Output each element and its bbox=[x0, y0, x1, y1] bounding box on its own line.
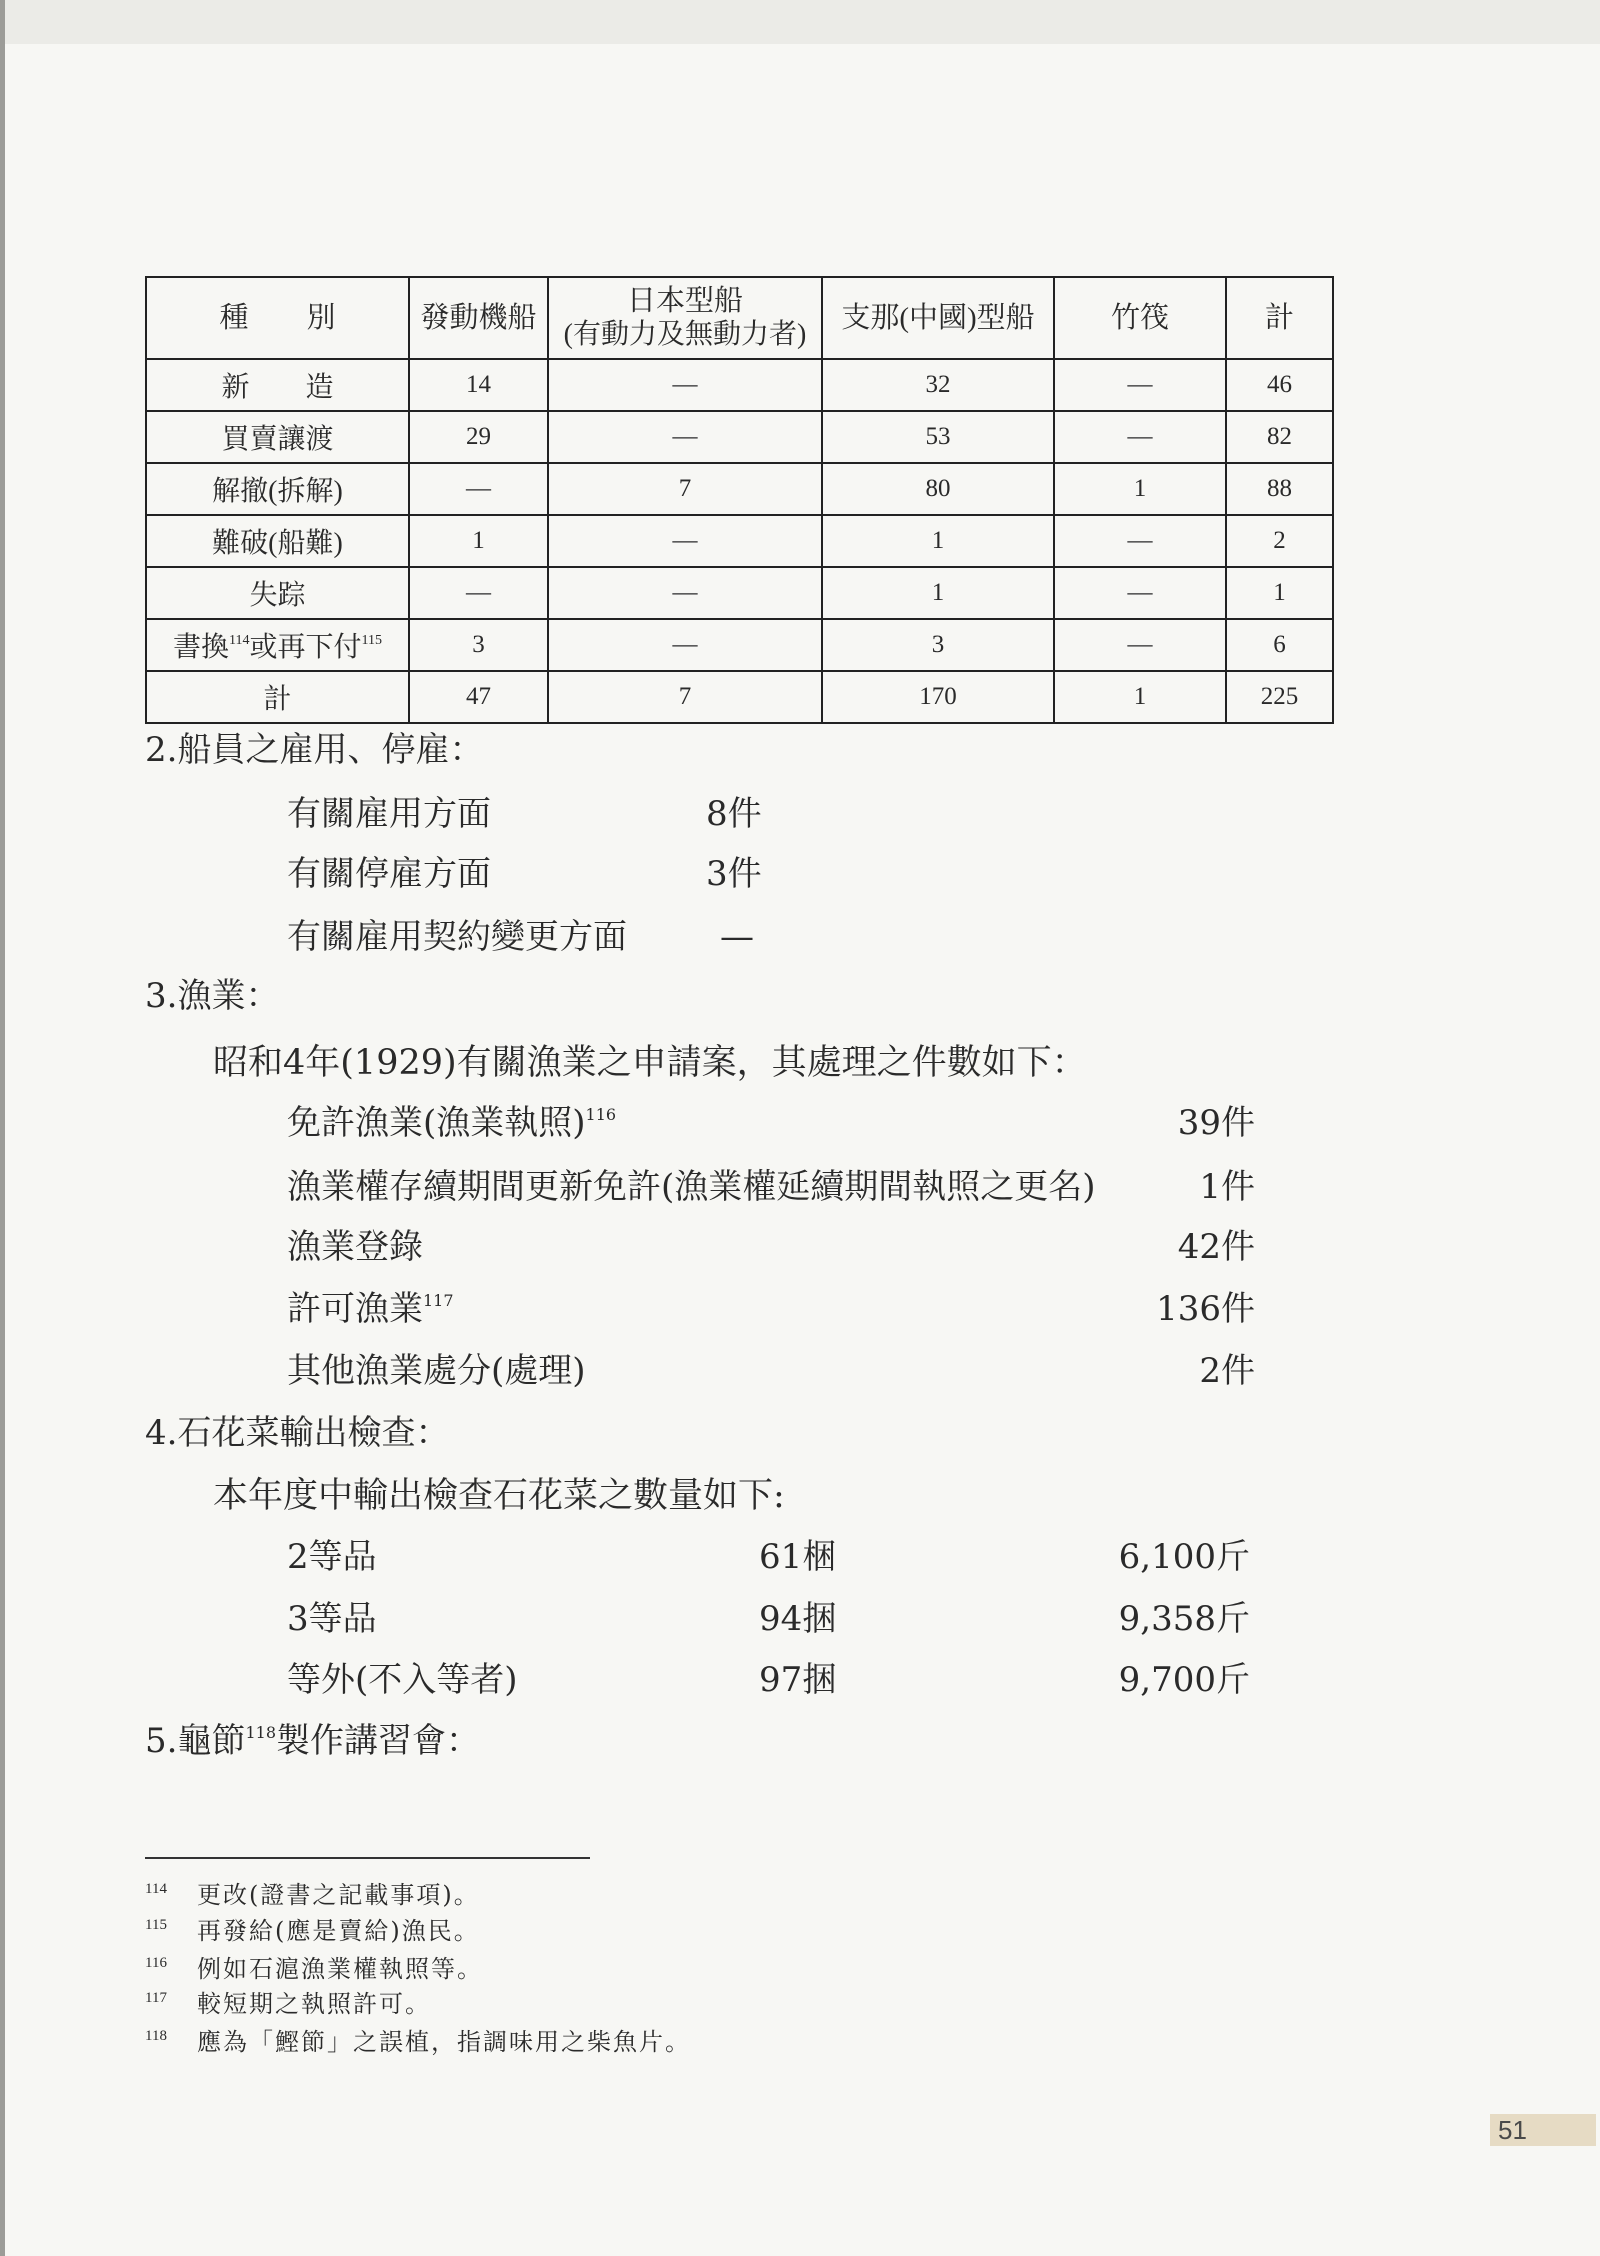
header-japanese-line1: 日本型船 bbox=[626, 285, 743, 317]
header-japanese-line2: (有動力及無動力者) bbox=[563, 319, 807, 350]
list-item-label bbox=[287, 1289, 454, 1329]
heading-part: 5.龜節 bbox=[145, 1721, 246, 1761]
list-item-label: 有關雇用方面 bbox=[287, 794, 491, 834]
agar-weight: 6,100斤 bbox=[1118, 1537, 1250, 1577]
footnote-number: 116 bbox=[145, 1955, 167, 1971]
row-label-part: 或再下付 bbox=[249, 632, 362, 663]
header-japanese-ship bbox=[548, 277, 822, 359]
cell-raft: — bbox=[1054, 359, 1226, 411]
row-label: 失踪 bbox=[146, 567, 409, 619]
cell-raft: 1 bbox=[1054, 671, 1226, 723]
cell-total: 1 bbox=[1226, 567, 1333, 619]
row-label: 買賣讓渡 bbox=[146, 411, 409, 463]
list-item-label: 有關雇用契約變更方面 bbox=[287, 917, 627, 957]
table-row bbox=[146, 619, 1333, 671]
list-item-value: 3件 bbox=[706, 854, 762, 894]
section-heading-bonito bbox=[145, 1721, 480, 1761]
cell-japanese: 7 bbox=[548, 463, 822, 515]
cell-japanese: — bbox=[548, 619, 822, 671]
table-total-row bbox=[146, 671, 1333, 723]
cell-total: 88 bbox=[1226, 463, 1333, 515]
list-item-value: 136件 bbox=[1156, 1289, 1255, 1329]
cell-total: 46 bbox=[1226, 359, 1333, 411]
footnote-text: 更改(證書之記載事項)。 bbox=[197, 1881, 480, 1909]
list-item-value: 42件 bbox=[1177, 1227, 1255, 1267]
heading-part: 製作講習會： bbox=[276, 1721, 480, 1761]
footnote-text: 再發給(應是賣給)漁民。 bbox=[197, 1917, 480, 1945]
table-row bbox=[146, 359, 1333, 411]
cell-motor: — bbox=[409, 463, 548, 515]
cell-chinese: 1 bbox=[822, 567, 1054, 619]
cell-total: 82 bbox=[1226, 411, 1333, 463]
cell-raft: 1 bbox=[1054, 463, 1226, 515]
cell-motor: — bbox=[409, 567, 548, 619]
cell-total: 225 bbox=[1226, 671, 1333, 723]
list-item-label: 漁業權存續期間更新免許(漁業權延續期間執照之更名) bbox=[287, 1167, 1096, 1207]
header-chinese-ship: 支那(中國)型船 bbox=[822, 277, 1054, 359]
table-row bbox=[146, 463, 1333, 515]
list-item-text: 免許漁業(漁業執照) bbox=[287, 1103, 586, 1143]
cell-motor: 14 bbox=[409, 359, 548, 411]
footnote-ref: 118 bbox=[245, 1723, 276, 1742]
list-item-value: 8件 bbox=[706, 794, 762, 834]
row-label: 難破(船難) bbox=[146, 515, 409, 567]
list-item-label: 其他漁業處分(處理) bbox=[287, 1351, 586, 1391]
agar-bundles: 94捆 bbox=[759, 1599, 837, 1639]
footnote-text: 較短期之執照許可。 bbox=[197, 1990, 431, 2018]
agar-grade: 2等品 bbox=[287, 1537, 377, 1577]
header-bamboo-raft: 竹筏 bbox=[1054, 277, 1226, 359]
footnote-ref: 116 bbox=[585, 1105, 617, 1124]
row-label: 解撤(拆解) bbox=[146, 463, 409, 515]
list-item-label: 有關停雇方面 bbox=[287, 854, 491, 894]
agar-grade: 3等品 bbox=[287, 1599, 377, 1639]
table-header-row bbox=[146, 277, 1333, 359]
agar-bundles: 97捆 bbox=[759, 1660, 837, 1700]
table-row bbox=[146, 515, 1333, 567]
section-heading-crew: 2.船員之雇用、停雇： bbox=[145, 730, 484, 770]
ship-registration-table bbox=[145, 276, 1334, 724]
cell-raft: — bbox=[1054, 619, 1226, 671]
cell-japanese: — bbox=[548, 411, 822, 463]
section-heading-agar: 4.石花菜輸出檢查： bbox=[145, 1413, 450, 1453]
cell-chinese: 53 bbox=[822, 411, 1054, 463]
cell-total: 6 bbox=[1226, 619, 1333, 671]
footnote-divider bbox=[145, 1857, 590, 1859]
agar-bundles: 61梱 bbox=[759, 1537, 837, 1577]
row-label: 計 bbox=[146, 671, 409, 723]
cell-raft: — bbox=[1054, 411, 1226, 463]
footnote-text: 應為「鰹節」之誤植，指調味用之柴魚片。 bbox=[197, 2028, 691, 2056]
footnote-ref: 114 bbox=[229, 633, 250, 648]
section-intro: 昭和4年(1929)有關漁業之申請案，其處理之件數如下： bbox=[213, 1043, 1087, 1083]
footnote-ref: 115 bbox=[361, 633, 382, 648]
agar-weight: 9,358斤 bbox=[1118, 1599, 1250, 1639]
cell-motor: 29 bbox=[409, 411, 548, 463]
footnote-text: 例如石滬漁業權執照等。 bbox=[197, 1955, 483, 1983]
cell-japanese: — bbox=[548, 359, 822, 411]
header-category: 種 別 bbox=[146, 277, 409, 359]
footnote-number: 114 bbox=[145, 1881, 167, 1897]
cell-chinese: 80 bbox=[822, 463, 1054, 515]
list-item-label bbox=[287, 1103, 616, 1143]
cell-japanese: — bbox=[548, 567, 822, 619]
cell-chinese: 1 bbox=[822, 515, 1054, 567]
cell-motor: 3 bbox=[409, 619, 548, 671]
scan-left-edge bbox=[0, 0, 5, 2256]
cell-japanese: 7 bbox=[548, 671, 822, 723]
cell-chinese: 3 bbox=[822, 619, 1054, 671]
row-label: 新 造 bbox=[146, 359, 409, 411]
cell-chinese: 32 bbox=[822, 359, 1054, 411]
agar-weight: 9,700斤 bbox=[1118, 1660, 1250, 1700]
list-item-text: 許可漁業 bbox=[287, 1289, 423, 1329]
scan-top-band bbox=[0, 0, 1600, 44]
cell-japanese: — bbox=[548, 515, 822, 567]
footnote-number: 118 bbox=[145, 2028, 167, 2044]
header-total: 計 bbox=[1226, 277, 1333, 359]
agar-grade: 等外(不入等者) bbox=[287, 1660, 518, 1700]
footnote-ref: 117 bbox=[423, 1291, 454, 1310]
footnote-number: 117 bbox=[145, 1990, 167, 2006]
row-label-part: 書換 bbox=[173, 632, 230, 663]
cell-raft: — bbox=[1054, 567, 1226, 619]
row-label bbox=[146, 619, 409, 671]
page-number: 51 bbox=[1490, 2114, 1596, 2146]
table-row bbox=[146, 411, 1333, 463]
cell-motor: 1 bbox=[409, 515, 548, 567]
cell-total: 2 bbox=[1226, 515, 1333, 567]
list-item-value: 1件 bbox=[1199, 1167, 1255, 1207]
section-intro: 本年度中輸出檢查石花菜之數量如下: bbox=[213, 1476, 785, 1516]
list-item-value: — bbox=[720, 917, 754, 957]
cell-chinese: 170 bbox=[822, 671, 1054, 723]
cell-raft: — bbox=[1054, 515, 1226, 567]
header-motor-ship: 發動機船 bbox=[409, 277, 548, 359]
footnote-number: 115 bbox=[145, 1917, 167, 1933]
list-item-label: 漁業登錄 bbox=[287, 1227, 423, 1267]
section-heading-fishery: 3.漁業： bbox=[145, 976, 280, 1016]
list-item-value: 2件 bbox=[1199, 1351, 1255, 1391]
cell-motor: 47 bbox=[409, 671, 548, 723]
table-row bbox=[146, 567, 1333, 619]
list-item-value: 39件 bbox=[1177, 1103, 1255, 1143]
